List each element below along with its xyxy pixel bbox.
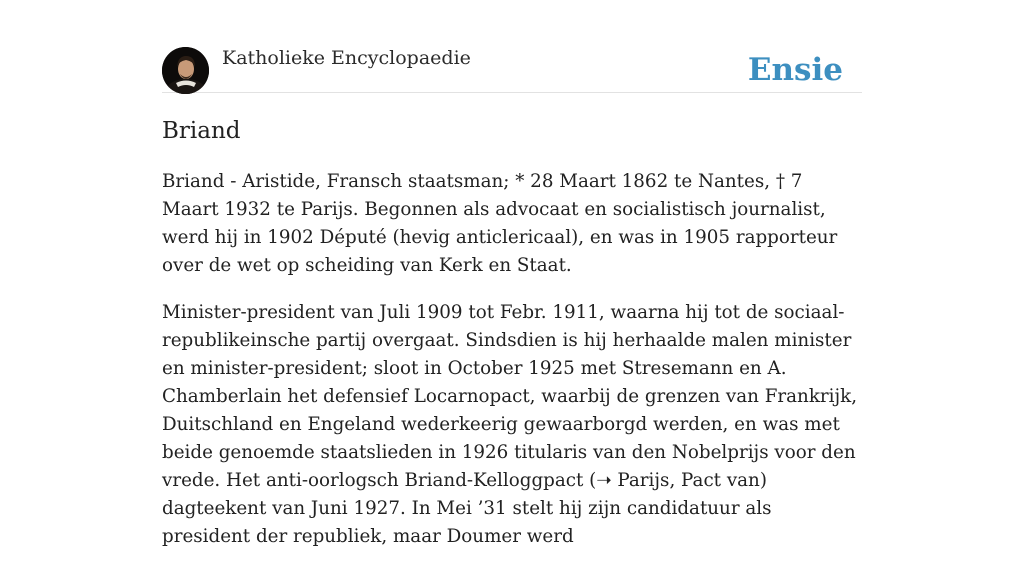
page-title: Briand (162, 118, 241, 144)
article-paragraph: Minister-president van Juli 1909 tot Febr. 1911, waarna hij tot de sociaal-republikeinsche partij overgaat. Sindsdien is hij herhaalde malen minister en minister-president; sloot in October 1925 met Stresemann en A. Chamberlain het defensief Locarnopact, waarbij de grenzen van Frankrijk, Duitschland en Engeland wederkeerig gewaarborgd werden, en was met beide genoemde staatslieden in 1926 titularis van den Nobelprijs voor den vrede. Het anti-oorlogsch Briand-Kelloggpact (➝ Parijs, Pact van) dagteekent van Juni 1927. In Mei ’31 stelt hij zijn candidatuur als president der republiek, maar Doumer werd (162, 302, 858, 547)
ensie-logo[interactable]: Ensie (747, 52, 843, 88)
page (162, 0, 862, 547)
portrait-avatar-icon[interactable] (162, 47, 209, 94)
site-header (162, 0, 862, 93)
article-body (162, 168, 862, 570)
article-paragraph: Briand - Aristide, Fransch staatsman; * 28 Maart 1862 te Nantes, † 7 Maart 1932 te Parijs. Begonnen als advocaat en socialistisch journalist, werd hij in 1902 Député (hevig anticlericaal), en was in 1905 rapporteur over de wet op scheiding van Kerk en Staat. (162, 171, 838, 276)
site-name[interactable]: Katholieke Encyclopaedie (222, 47, 471, 69)
